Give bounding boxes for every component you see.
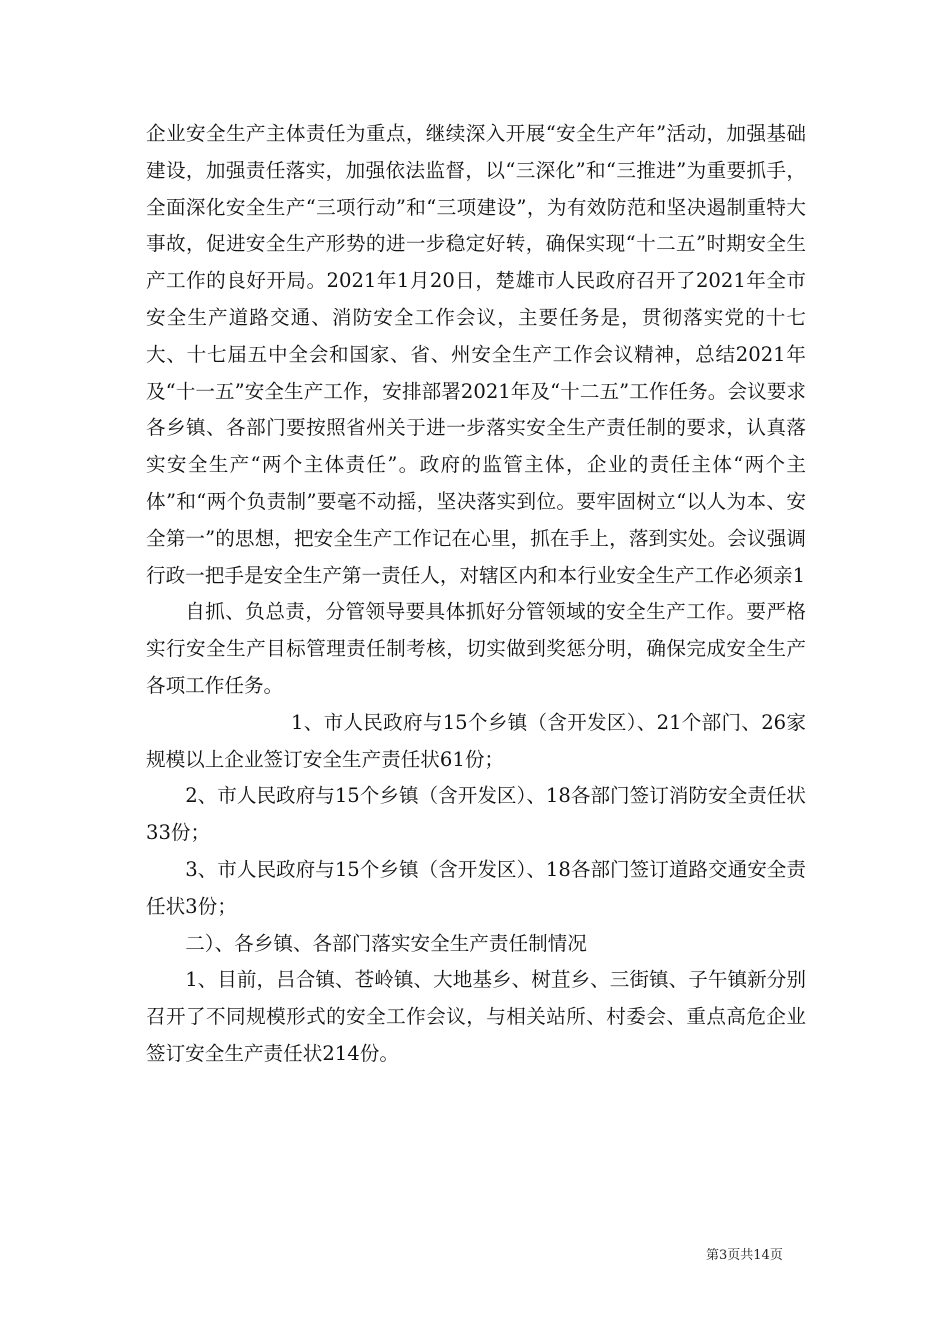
list-item-production-responsibility: 1、市人民政府与15个乡镇（含开发区）、21个部门、26家规模以上企业签订安全生产责任状61份；: [146, 710, 806, 771]
list-item-fire-safety-responsibility: 2、市人民政府与15个乡镇（含开发区）、18各部门签订消防安全责任状33份；: [146, 784, 806, 845]
list-item-road-traffic-responsibility: 3、市人民政府与15个乡镇（含开发区）、18各部门签订道路交通安全责任状3份；: [146, 857, 806, 918]
paragraph-leadership-duty: 自抓、负总责，分管领导要具体抓好分管领域的安全生产工作。要严格实行安全生产目标管理责任制考核，切实做到奖惩分明，确保完成安全生产各项工作任务。: [146, 600, 806, 697]
section-heading-township-implementation: 二）、各乡镇、各部门落实安全生产责任制情况: [185, 931, 587, 955]
paragraph-safety-meeting: 企业安全生产主体责任为重点，继续深入开展“安全生产年”活动，加强基础建设，加强责任落实，加强依法监督，以“三深化”和“三推进”为重要抓手，全面深化安全生产“三项行动”和“三项建设”，为有效防范和坚决遏制重特大事故，促进安全生产形势的进一步稳定好转，确保实现“十二五”时期安全生产工作的良好开局。2021年1月20日，楚雄市人民政府召开了2021年全市安全生产道路交通、消防安全工作会议，主要任务是，贯彻落实党的十七大、十七届五中全会和国家、省、州安全生产工作会议精神，总结2021年及“十一五”安全生产工作，安排部署2021年及“十二五”工作任务。会议要求各乡镇、各部门要按照省州关于进一步落实安全生产责任制的要求，认真落实安全生产“两个主体责任”。政府的监管主体，企业的责任主体“两个主体”和“两个负责制”要毫不动摇，坚决落实到位。要牢固树立“以人为本、安全第一”的思想，把安全生产工作记在心里，抓在手上，落到实处。会议强调行政一把手是安全生产第一责任人，对辖区内和本行业安全生产工作必须亲1: [146, 122, 806, 587]
paragraph-township-meetings: 1、目前，吕合镇、苍岭镇、大地基乡、树苴乡、三街镇、子午镇新分别召开了不同规模形式的安全工作会议，与相关站所、村委会、重点高危企业签订安全生产责任状214份。: [146, 968, 806, 1065]
document-body: [146, 116, 806, 1073]
page-number: 第3页共14页: [706, 1248, 783, 1263]
